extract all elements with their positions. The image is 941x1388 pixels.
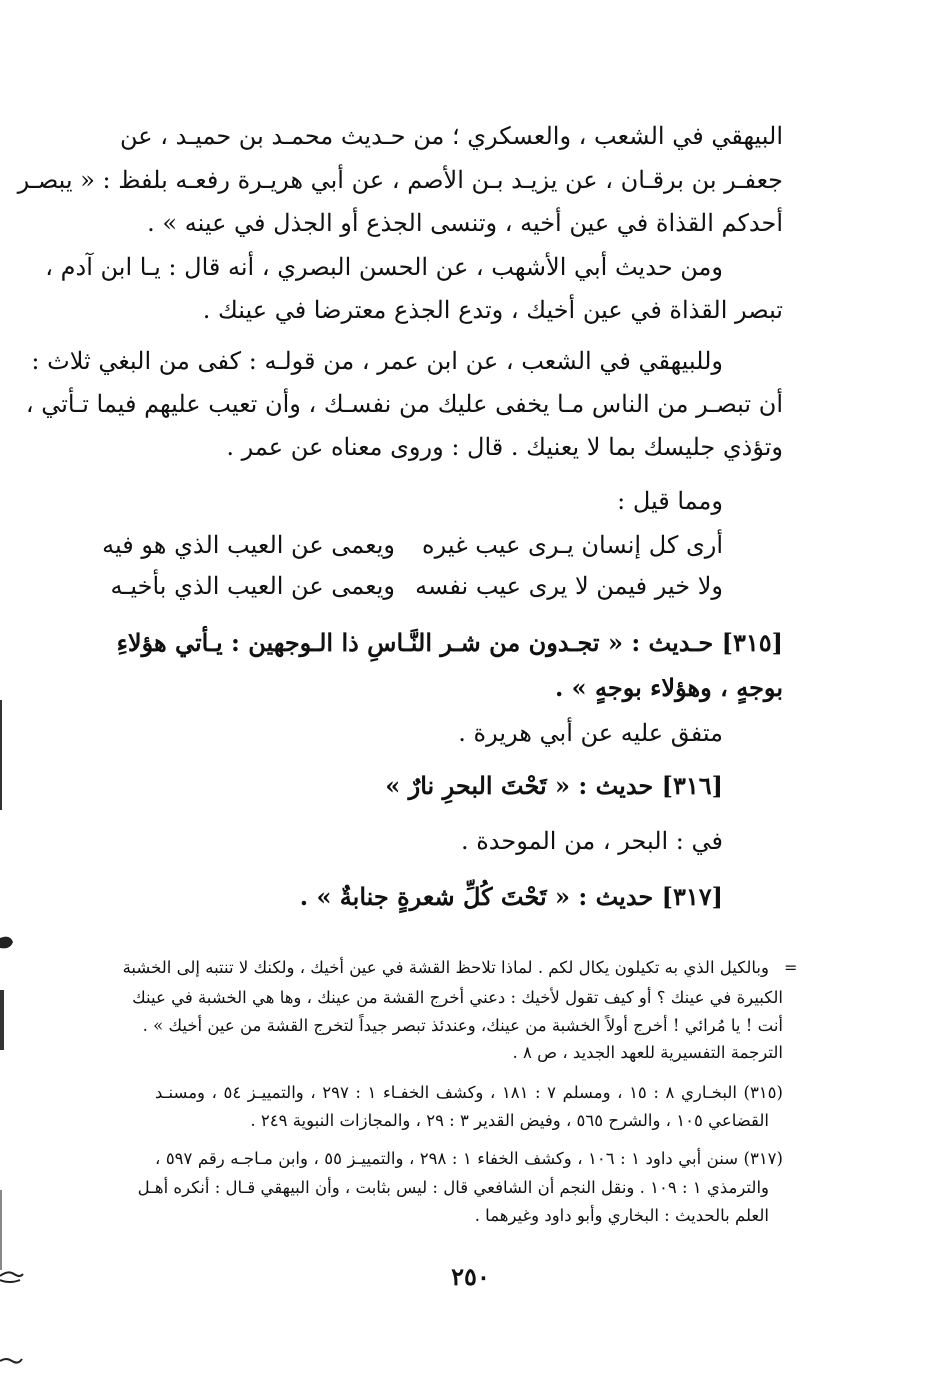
footnote-317-line-1: (٣١٧) سنن أبي داود ١ : ١٠٦ ، وكشف الخفاء ١ : ٢٩٨ ، والتمييـز ٥٥ ، وابن مـاجـه رقم ٥٩٧ ، (155, 1149, 783, 1168)
scan-edge-mark (0, 1190, 2, 1270)
scan-edge-mark (0, 700, 2, 810)
body-line-2: جعفـر بن برقـان ، عن يزيـد بـن الأصم ، عن أبي هريـرة رفعـه بلفظ : « يبصـر (17, 166, 783, 194)
footnote-317-line-2: والترمذي ١ : ١٠٩ . ونقل النجم أن الشافعي قال : ليس بثابت ، وأن البيهقي قـال : أنكره أهـل (137, 1178, 769, 1197)
footnote-315-line-1: (٣١٥) البخـاري ٨ : ١٥ ، ومسلم ٧ : ١٨١ ، وكشف الخفـاء ١ : ٢٩٧ ، والتمييـز ٥٤ ، ومسنـد (155, 1083, 783, 1102)
verse-1-second-hemistich: ويعمى عن العيب الذي هو فيه (102, 531, 395, 559)
hadith-317-heading: [٣١٧] حديث : « تَحْتَ كُلِّ شعرةٍ جنابةٌ » . (299, 882, 723, 911)
body-line-8: وتؤذي جليسك بما لا يعنيك . قال : وروى معناه عن عمر . (226, 433, 783, 461)
footnote-line-2: الكبيرة في عينك ؟ أو كيف تقول لأخيك : دعني أخرج القشة من عينك ، وها هي الخشبة في عينك (132, 988, 783, 1007)
footnote-317-line-3: العلم بالحديث : البخاري وأبو داود وغيرهما . (474, 1206, 769, 1225)
footnote-divider (150, 935, 780, 936)
footnote-315-line-2: القضاعي ١٠٥ ، والشرح ٥٦٥ ، وفيض القدير ٣ : ٢٩ ، والمجازات النبوية ٢٤٩ . (250, 1111, 769, 1130)
hadith-315-continuation: بوجهٍ ، وهؤلاء بوجهٍ » . (554, 673, 783, 702)
hadith-315-heading: [٣١٥] حـديث : « تجـدون من شـر النَّـاسِ ذا الـوجهين : يـأتي هؤلاءِ (116, 628, 783, 657)
verse-2-second-hemistich: ويعمى عن العيب الذي بأخيـه (110, 572, 395, 600)
body-line-6: وللبيهقي في الشعب ، عن ابن عمر ، من قولـه : كفى من البغي ثلاث : (31, 347, 723, 375)
footnote-line-4: الترجمة التفسيرية للعهد الجديد ، ص ٨ . (512, 1043, 783, 1062)
scan-edge-mark (0, 990, 4, 1050)
body-line-1: البيهقي في الشعب ، والعسكري ؛ من حـديث محمـد بن حميـد ، عن (120, 122, 783, 150)
footnote-continuation-marker: = (784, 958, 798, 977)
footnote-line-3: أنت ! يا مُرائي ! أخرج أولاً الخشبة من عينك، وعندئذ تبصر جيداً لتخرج القشة من عين أخيك » . (142, 1016, 783, 1035)
verse-2-first-hemistich: ولا خير فيمن لا يرى عيب نفسه (415, 572, 723, 600)
body-line-9: ومما قيل : (617, 487, 723, 515)
scan-blot-icon (0, 930, 14, 952)
scan-blot-icon (0, 1355, 24, 1369)
hadith-316-note: في : البحر ، من الموحدة . (460, 827, 723, 855)
hadith-316-heading: [٣١٦] حديث : « تَحْتَ البحرِ نارٌ » (385, 771, 723, 800)
hadith-315-source: متفق عليه عن أبي هريرة . (458, 719, 723, 747)
page-number: ٢٥٠ (451, 1262, 490, 1291)
body-line-3: أحدكم القذاة في عين أخيه ، وتنسى الجذع أو الجذل في عينه » . (147, 209, 783, 237)
body-line-5: تبصر القذاة في عين أخيك ، وتدع الجذع معترضا في عينك . (202, 296, 783, 324)
footnote-line-1: وبالكيل الذي به تكيلون يكال لكم . لماذا تلاحظ القشة في عين أخيك ، ولكنك لا تنتبه إلى الخشبة (122, 958, 769, 977)
verse-1-first-hemistich: أرى كل إنسان يـرى عيب غيره (422, 531, 723, 559)
body-line-7: أن تبصـر من الناس مـا يخفى عليك من نفسـك ، وأن تعيب عليهم فيما تـأتي ، (25, 390, 783, 418)
scan-blot-icon (0, 1268, 24, 1284)
body-line-4: ومن حديث أبي الأشهب ، عن الحسن البصري ، أنه قال : يـا ابن آدم ، (45, 253, 723, 281)
